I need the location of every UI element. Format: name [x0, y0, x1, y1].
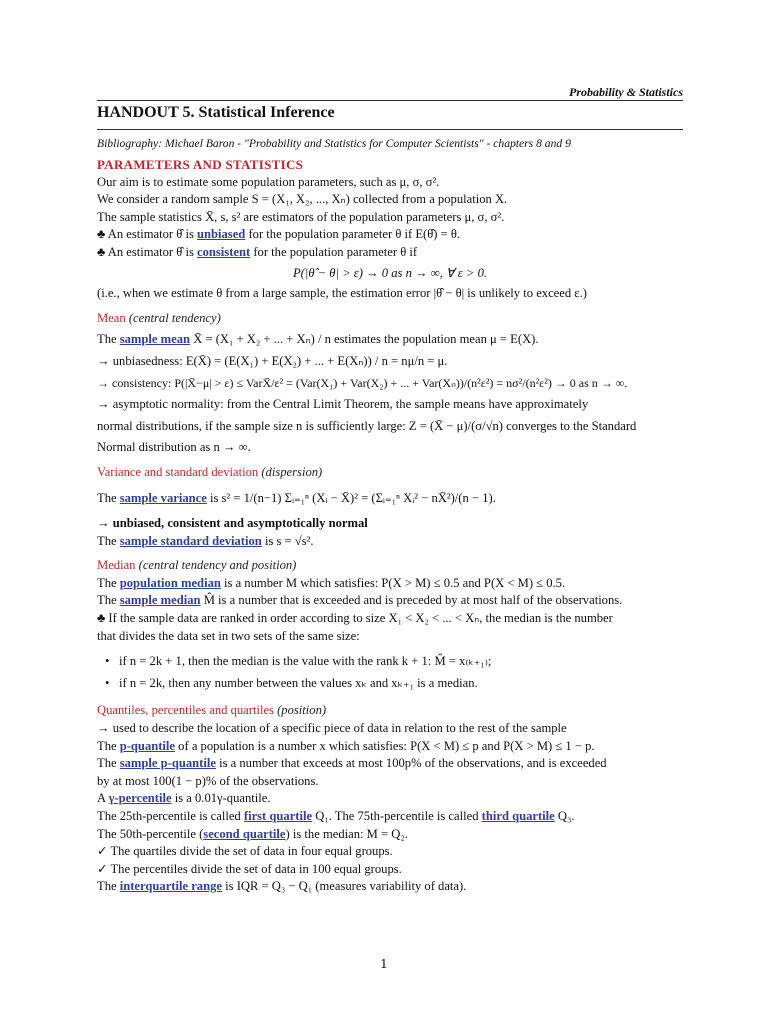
consistent-formula: P(|θ̂ − θ| > ε) → 0 as n → ∞, ∀ ε > 0.: [292, 265, 488, 280]
sampmed-pre: The: [97, 593, 120, 608]
unbiased-definition: [97, 226, 683, 244]
q2-pre: The 50th-percentile (: [97, 826, 204, 841]
term-sample-median: sample median: [119, 593, 201, 608]
mean-pre: The: [97, 332, 120, 347]
quantiles-heading-note: (position): [277, 703, 327, 718]
median-heading-note: (central tendency and position): [138, 558, 297, 573]
variance-heading-note: (dispersion): [261, 464, 323, 479]
subsection-heading-mean: [97, 310, 683, 328]
bibliography: Bibliography: Michael Baron - "Probability and Statistics for Computer Scientists" - chapters 8 and 9: [97, 137, 571, 150]
median-bullet-even: • if n = 2k, then any number between the values xₖ and xₖ₊₁ is a median.: [97, 675, 683, 693]
median-bullet-odd: • if n = 2k + 1, then the median is the value with the rank k + 1: M̂ = x₍ₖ₊₁₎;: [97, 653, 683, 671]
mean-normality-1: → asymptotic normality: from the Central Limit Theorem, the sample means have approximately: [97, 397, 589, 412]
params-line-2: We consider a random sample S = (X₁, X₂, ..., Xₙ) collected from a population X.: [97, 192, 508, 207]
mean-normality-3: Normal distribution as n → ∞.: [97, 440, 251, 455]
second-quartile-def: [97, 826, 683, 844]
term-second-quartile: second quartile: [203, 826, 286, 841]
mean-post: X̄ = (X₁ + X₂ + ... + Xₙ) / n estimates the population mean μ = E(X).: [190, 332, 539, 347]
term-population-median: population median: [119, 575, 221, 590]
term-first-quartile: first quartile: [243, 809, 313, 823]
mean-unbiasedness: → unbiasedness: E(X̄) = (E(X₁) + E(X₂) + ... + E(Xₙ)) / n = nμ/n = μ.: [97, 353, 448, 368]
params-line-1: Our aim is to estimate some population parameters, such as μ, σ, σ².: [97, 174, 440, 189]
term-third-quartile: third quartile: [481, 809, 555, 823]
page-title: HANDOUT 5. Statistical Inference: [97, 104, 335, 121]
q1-pre: The 25th-percentile is called: [97, 809, 244, 823]
p-quantile-def: [97, 738, 683, 756]
spq-post: is a number that exceeds at most 100p% of the observations, and is exceeded: [215, 756, 607, 771]
consistent-pre: ♣ An estimator θ̂ is: [97, 244, 197, 259]
q2-post: ) is the median: M = Q₂.: [285, 826, 408, 841]
pq-post: of a population is a number x which satisfies: P(X < M) ≤ p and P(X > M) ≤ 1 − p.: [175, 738, 595, 753]
unbiased-post: for the population parameter θ if E(θ̂) = θ.: [245, 227, 461, 242]
q1-mid: Q₁. The 75th-percentile is called: [312, 809, 482, 823]
iqr-def: [97, 878, 683, 896]
consistent-note: (i.e., when we estimate θ from a large sample, the estimation error |θ̂ − θ| is unlikely to exceed ε.): [97, 286, 587, 301]
pq-pre: The: [97, 738, 120, 753]
mean-heading-label: Mean: [97, 310, 126, 325]
quartiles-def: [97, 808, 683, 826]
sd-definition: [97, 533, 683, 551]
params-line-3: The sample statistics X̄, s, s² are estimators of the population parameters μ, σ, σ².: [97, 209, 505, 224]
median-club-2: that divides the data set in two sets of the same size:: [97, 628, 360, 643]
unbiased-pre: ♣ An estimator θ̂ is: [97, 227, 197, 242]
course-header: Probability & Statistics: [568, 85, 683, 99]
variance-definition: [97, 490, 683, 508]
quantiles-heading-label: Quantiles, percentiles and quartiles: [97, 703, 274, 718]
sample-median-def: [97, 592, 683, 610]
term-gamma-percentile: γ-percentile: [108, 791, 172, 806]
content: [97, 156, 683, 896]
mean-consistency: → consistency: P(|X̄−μ| > ε) ≤ VarX̄/ε² = (Var(X₁) + Var(X₂) + ... + Var(Xₙ))/(n²ε²) = nσ²/(n²ε²) → 0 as n → ∞.: [97, 375, 628, 390]
percentiles-check: ✓ The percentiles divide the set of data in 100 equal groups.: [97, 861, 402, 876]
page-number: 1: [380, 957, 388, 971]
sample-p-quantile-cont: by at most 100(1 − p)% of the observations.: [97, 773, 319, 788]
term-sample-sd: sample standard deviation: [119, 533, 262, 548]
sampmed-post: M̂ is a number that is exceeded and is preceded by at most half of the observations.: [200, 593, 623, 608]
median-club-1: ♣ If the sample data are ranked in order according to size X₁ < X₂ < ... < Xₙ, the median is the number: [97, 611, 613, 626]
term-sample-p-quantile: sample p-quantile: [119, 756, 216, 771]
consistent-definition: [97, 244, 683, 262]
subsection-heading-variance: [97, 464, 683, 482]
gp-post: is a 0.01γ-quantile.: [171, 791, 271, 806]
variance-pre: The: [97, 490, 120, 505]
variance-property: → unbiased, consistent and asymptotically normal: [97, 516, 368, 531]
consistent-post: for the population parameter θ if: [250, 244, 418, 259]
title-rule: [97, 129, 683, 130]
term-consistent: consistent: [197, 244, 251, 259]
iqr-pre: The: [97, 879, 120, 894]
median-heading-label: Median: [97, 558, 136, 573]
term-p-quantile: p-quantile: [119, 738, 176, 753]
term-sample-mean: sample mean: [119, 332, 191, 347]
sd-pre: The: [97, 533, 120, 548]
q3-post: Q₃.: [554, 809, 575, 823]
popmed-pre: The: [97, 575, 120, 590]
popmed-post: is a number M which satisfies: P(X > M) ≤ 0.5 and P(X < M) ≤ 0.5.: [220, 575, 566, 590]
quartiles-check: ✓ The quartiles divide the set of data in four equal groups.: [97, 844, 393, 859]
mean-heading-note: (central tendency): [128, 310, 221, 325]
subsection-heading-median: [97, 557, 683, 575]
mean-definition: [97, 331, 683, 349]
subsection-heading-quantiles: [97, 702, 683, 720]
term-sample-variance: sample variance: [119, 490, 207, 505]
variance-heading-label: Variance and standard deviation: [97, 464, 259, 479]
sd-post: is s = √s².: [261, 533, 314, 548]
sample-p-quantile-def: [97, 755, 683, 773]
percentile-def: [97, 790, 683, 808]
variance-post: is s² = 1/(n−1) Σᵢ₌₁ⁿ (Xᵢ − X̄)² = (Σᵢ₌₁ⁿ Xᵢ² − nX̄²)/(n − 1).: [206, 490, 496, 505]
population-median-def: [97, 575, 683, 593]
gp-pre: A: [97, 791, 109, 806]
section-heading-parameters: PARAMETERS AND STATISTICS: [97, 157, 304, 172]
iqr-post: is IQR = Q₃ − Q₁ (measures variability of data).: [222, 879, 467, 894]
term-interquartile-range: interquartile range: [119, 879, 222, 894]
term-unbiased: unbiased: [197, 227, 246, 242]
spq-pre: The: [97, 756, 120, 771]
quantiles-intro: → used to describe the location of a specific piece of data in relation to the rest of the sample: [97, 721, 567, 736]
mean-normality-2: normal distributions, if the sample size n is sufficiently large: Z = (X̄ − μ)/(σ/√n) converges to the Standard: [97, 418, 637, 433]
header-rule: [97, 100, 683, 101]
